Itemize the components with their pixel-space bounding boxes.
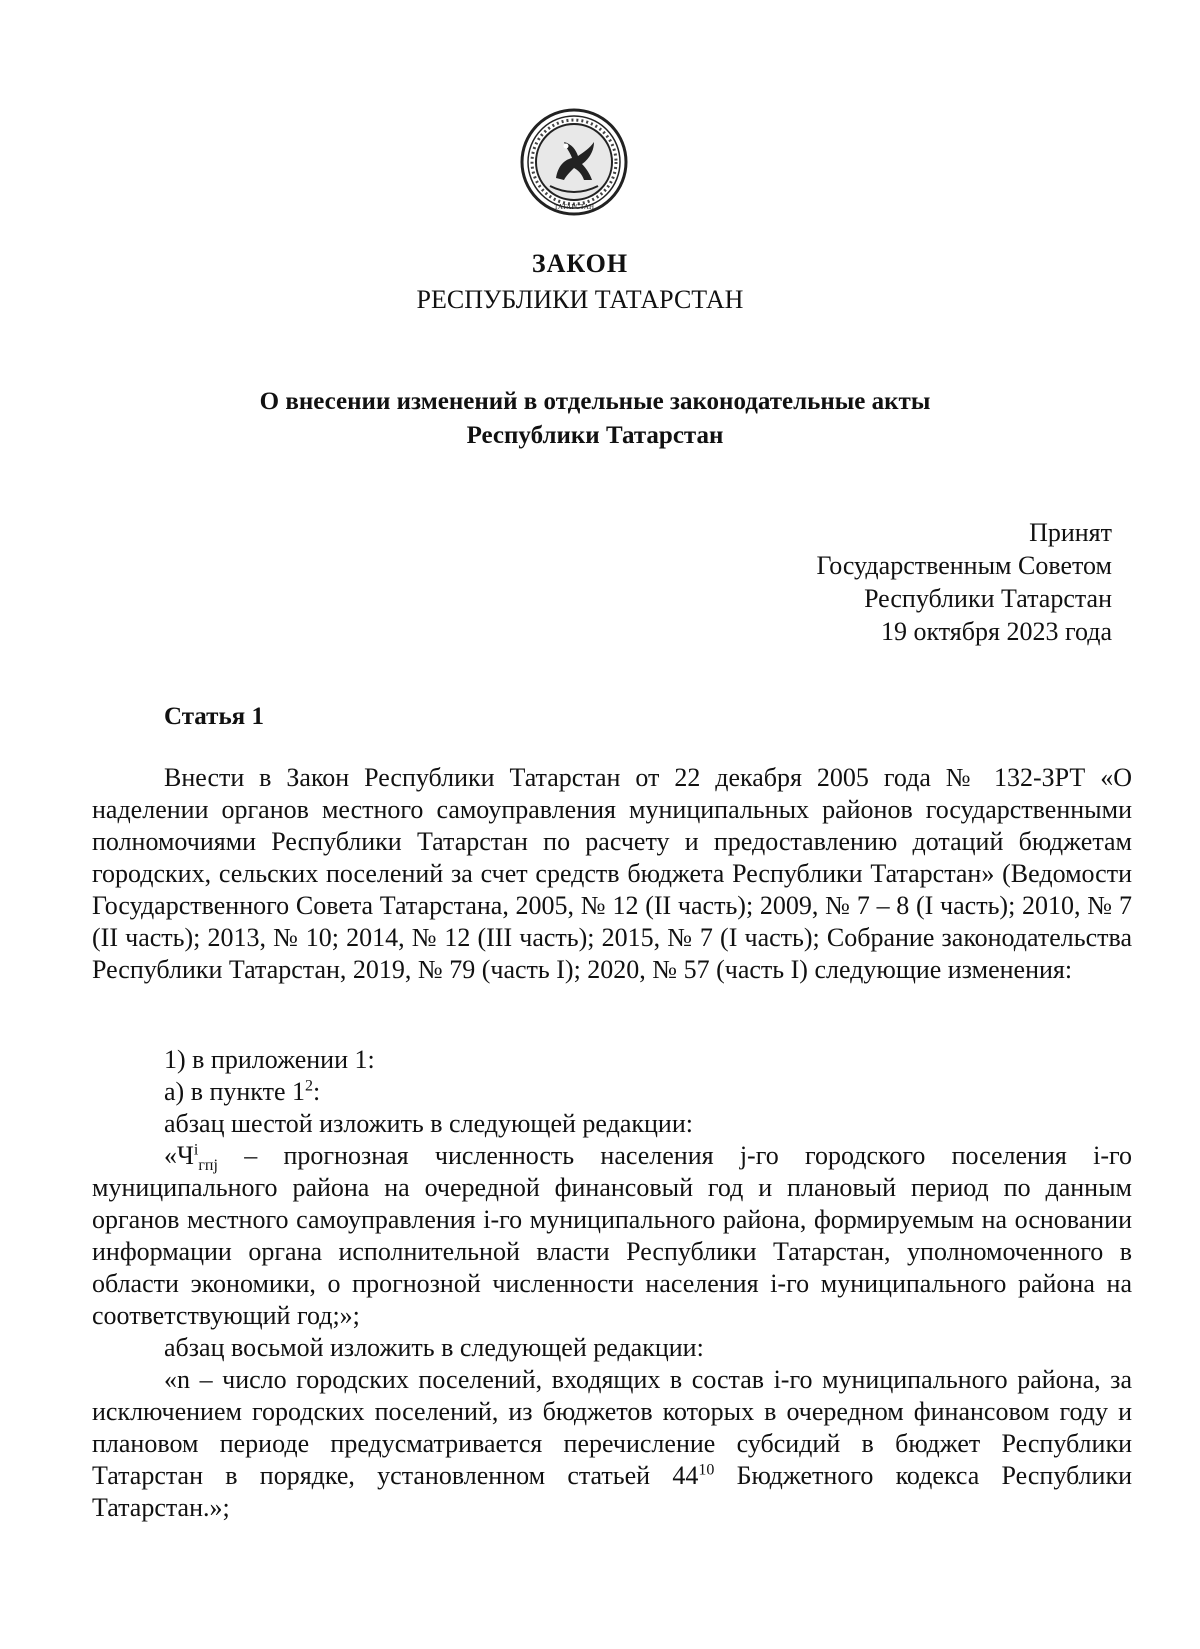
adoption-block <box>816 516 1112 648</box>
paragraph-8-body: «n – число городских поселений, входящих в состав i-го муниципального района, за исключением городских поселений, из бюджетов которых в очередном финансовом году и плановом периоде предусматривается перечисление субсидий в бюджет Республики Татарстан в порядке, установленном статьей 44 <box>92 1365 1132 1490</box>
law-title-line1: ЗАКОН <box>531 249 629 278</box>
paragraph-6-symbol: «Ч <box>164 1141 194 1170</box>
item-1a-prefix: а) в пункте 1 <box>164 1077 305 1106</box>
paragraph-6-intro: абзац шестой изложить в следующей редакции: <box>164 1109 693 1138</box>
paragraph-8-text <box>92 1364 1132 1524</box>
paragraph-8-intro: абзац восьмой изложить в следующей редакции: <box>164 1333 704 1362</box>
law-subject-line1: О внесении изменений в отдельные законодательные акты <box>259 388 931 415</box>
item-1a-suffix: : <box>313 1077 321 1106</box>
article-intro-paragraph: Внести в Закон Республики Татарстан от 22 декабря 2005 года № 132-ЗРТ «О наделении органов местного самоуправления муниципальных районов государственными полномочиями Республики Татарстан по расчету и предоставлению дотаций бюджетам городских, сельских поселений за счет средств бюджета Республики Татарстан» (Ведомости Государственного Совета Татарстана, 2005, № 12 (II часть); 2009, № 7 – 8 (I часть); 2010, № 7 (II часть); 2013, № 10; 2014, № 12 (III часть); 2015, № 7 (I часть); Собрание законодательства Республики Татарстан, 2019, № 79 (часть I); 2020, № 57 (часть I) следующие изменения: <box>92 763 1132 984</box>
adoption-date: 19 октября 2023 года <box>881 617 1112 646</box>
article-heading: Статья 1 <box>164 703 264 730</box>
paragraph-6-superscript: i <box>193 1141 199 1159</box>
item-1a-superscript: 2 <box>305 1077 313 1095</box>
paragraph-6-body: – прогнозная численность населения j-го городского поселения i-го муниципального района на очередной финансовый год и плановый период по данным органов местного самоуправления i-го муниципального района, формируемым на основании информации органа исполнительной власти Республики Татарстан, уполномоченного в области экономики, о прогнозной численности населения i-го муниципального района на соответствующий год;»; <box>92 1141 1132 1330</box>
emblem-legend: ТАТАРСТАН <box>553 203 595 211</box>
item-1: 1) в приложении 1: <box>164 1045 375 1074</box>
paragraph-8-superscript: 10 <box>698 1461 715 1479</box>
adoption-line3: Республики Татарстан <box>864 584 1112 613</box>
law-title-line2: РЕСПУБЛИКИ ТАТАРСТАН <box>416 285 744 314</box>
paragraph-8-tail: Бюджетного кодекса Республики Татарстан.»; <box>92 1461 1132 1522</box>
law-subject-line2: Республики Татарстан <box>466 422 724 449</box>
law-title <box>0 246 1160 318</box>
item-1a <box>92 1076 1132 1108</box>
law-subject <box>0 385 1190 453</box>
tatarstan-emblem-icon <box>520 108 628 216</box>
paragraph-6-text <box>92 1140 1132 1332</box>
paragraph-6-subscript: гпj <box>198 1157 218 1175</box>
adoption-line1: Принят <box>1029 518 1112 547</box>
adoption-line2: Государственным Советом <box>816 551 1112 580</box>
